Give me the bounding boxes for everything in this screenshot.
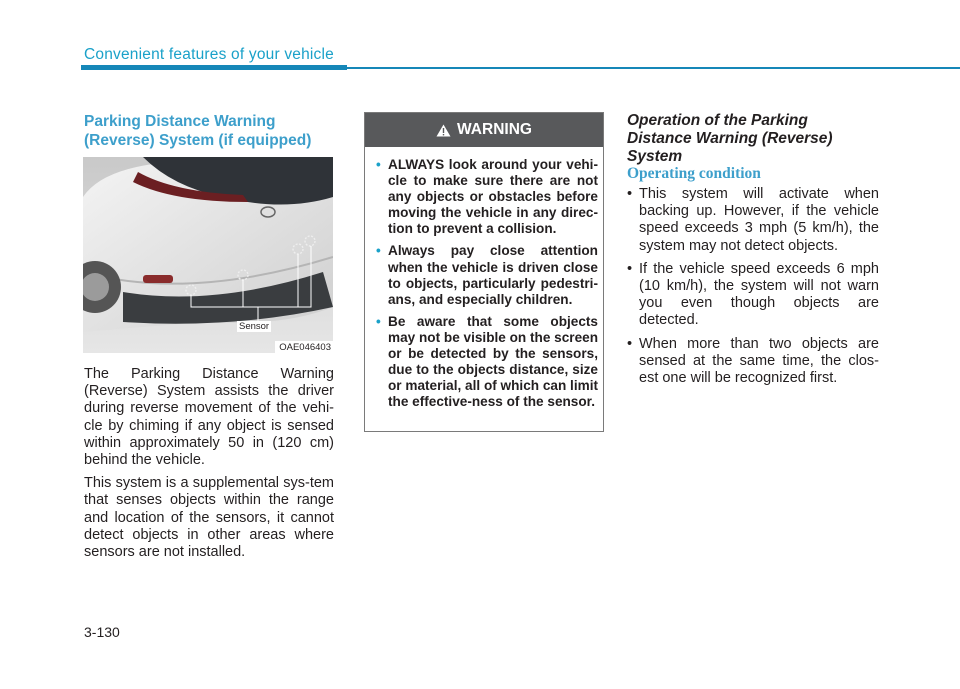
section-title bbox=[84, 112, 344, 150]
section-title-line1: Parking Distance Warning bbox=[84, 113, 276, 130]
warning-item: • Be aware that some objects may not be visible on the screen or be detected by the sensors, due to the objects distance, size or material, all of which can limit the effective-ness of the sensor. bbox=[376, 313, 599, 410]
header-bar bbox=[81, 65, 347, 70]
header-rule bbox=[347, 67, 960, 69]
intro-paragraph-2: This system is a supplemental sys-tem that senses objects within the range and location of the sensors, it cannot detect objects in other areas where sensors are not installed. bbox=[84, 475, 334, 561]
bullet-icon: • bbox=[627, 186, 633, 202]
car-rear-illustration bbox=[83, 157, 333, 353]
warning-list bbox=[376, 157, 598, 416]
running-header: Convenient features of your vehicle bbox=[84, 46, 334, 63]
intro-paragraph-1: The Parking Distance Warning (Reverse) System assists the driver during reverse movement of the vehi-cle by chiming if any object is sensed within approximately 50 in (120 cm) behind the vehicle. bbox=[84, 366, 334, 469]
figure-code: OAE046403 bbox=[275, 341, 333, 353]
warning-box bbox=[364, 112, 604, 432]
operation-title-line3: System bbox=[627, 148, 683, 165]
operation-title-line1: Operation of the Parking bbox=[627, 112, 808, 129]
warning-item: • Always pay close attention when the vehicle is driven close to objects, particularly pedestri-ans, and especially children. bbox=[376, 243, 598, 307]
warning-title: WARNING bbox=[457, 121, 532, 138]
operation-title-line2: Distance Warning (Reverse) bbox=[627, 130, 833, 147]
warning-item: • ALWAYS look around your vehi-cle to make sure there are not any objects or obstacles before moving the vehicle in any direc-tion to prevent a collision. bbox=[376, 157, 598, 237]
sensor-label: Sensor bbox=[239, 321, 270, 332]
bullet-icon: • bbox=[376, 313, 381, 329]
operation-title bbox=[627, 112, 877, 166]
rear-bumper-photo bbox=[83, 157, 333, 353]
bullet-icon: • bbox=[376, 243, 381, 259]
operating-condition-title: Operating condition bbox=[627, 165, 761, 182]
condition-item: • When more than two objects are sensed at the same time, the clos-est one will be recognized first. bbox=[627, 335, 879, 387]
operating-condition-list bbox=[627, 186, 879, 393]
intro-text bbox=[84, 366, 334, 567]
section-title-line2: (Reverse) System (if equipped) bbox=[84, 132, 312, 149]
warning-header bbox=[365, 113, 603, 147]
condition-item: • If the vehicle speed exceeds 6 mph (10 km/h), the system will not warn you even though objects are detected. bbox=[627, 260, 879, 329]
bullet-icon: • bbox=[627, 260, 633, 277]
condition-item: • This system will activate when backing up. However, if the vehicle speed exceeds 3 mph (5 km/h), the system may not detect objects. bbox=[627, 186, 879, 254]
page-number: 3-130 bbox=[84, 624, 120, 640]
bullet-icon: • bbox=[376, 157, 381, 172]
bullet-icon: • bbox=[627, 335, 633, 352]
warning-triangle-icon bbox=[436, 124, 451, 137]
